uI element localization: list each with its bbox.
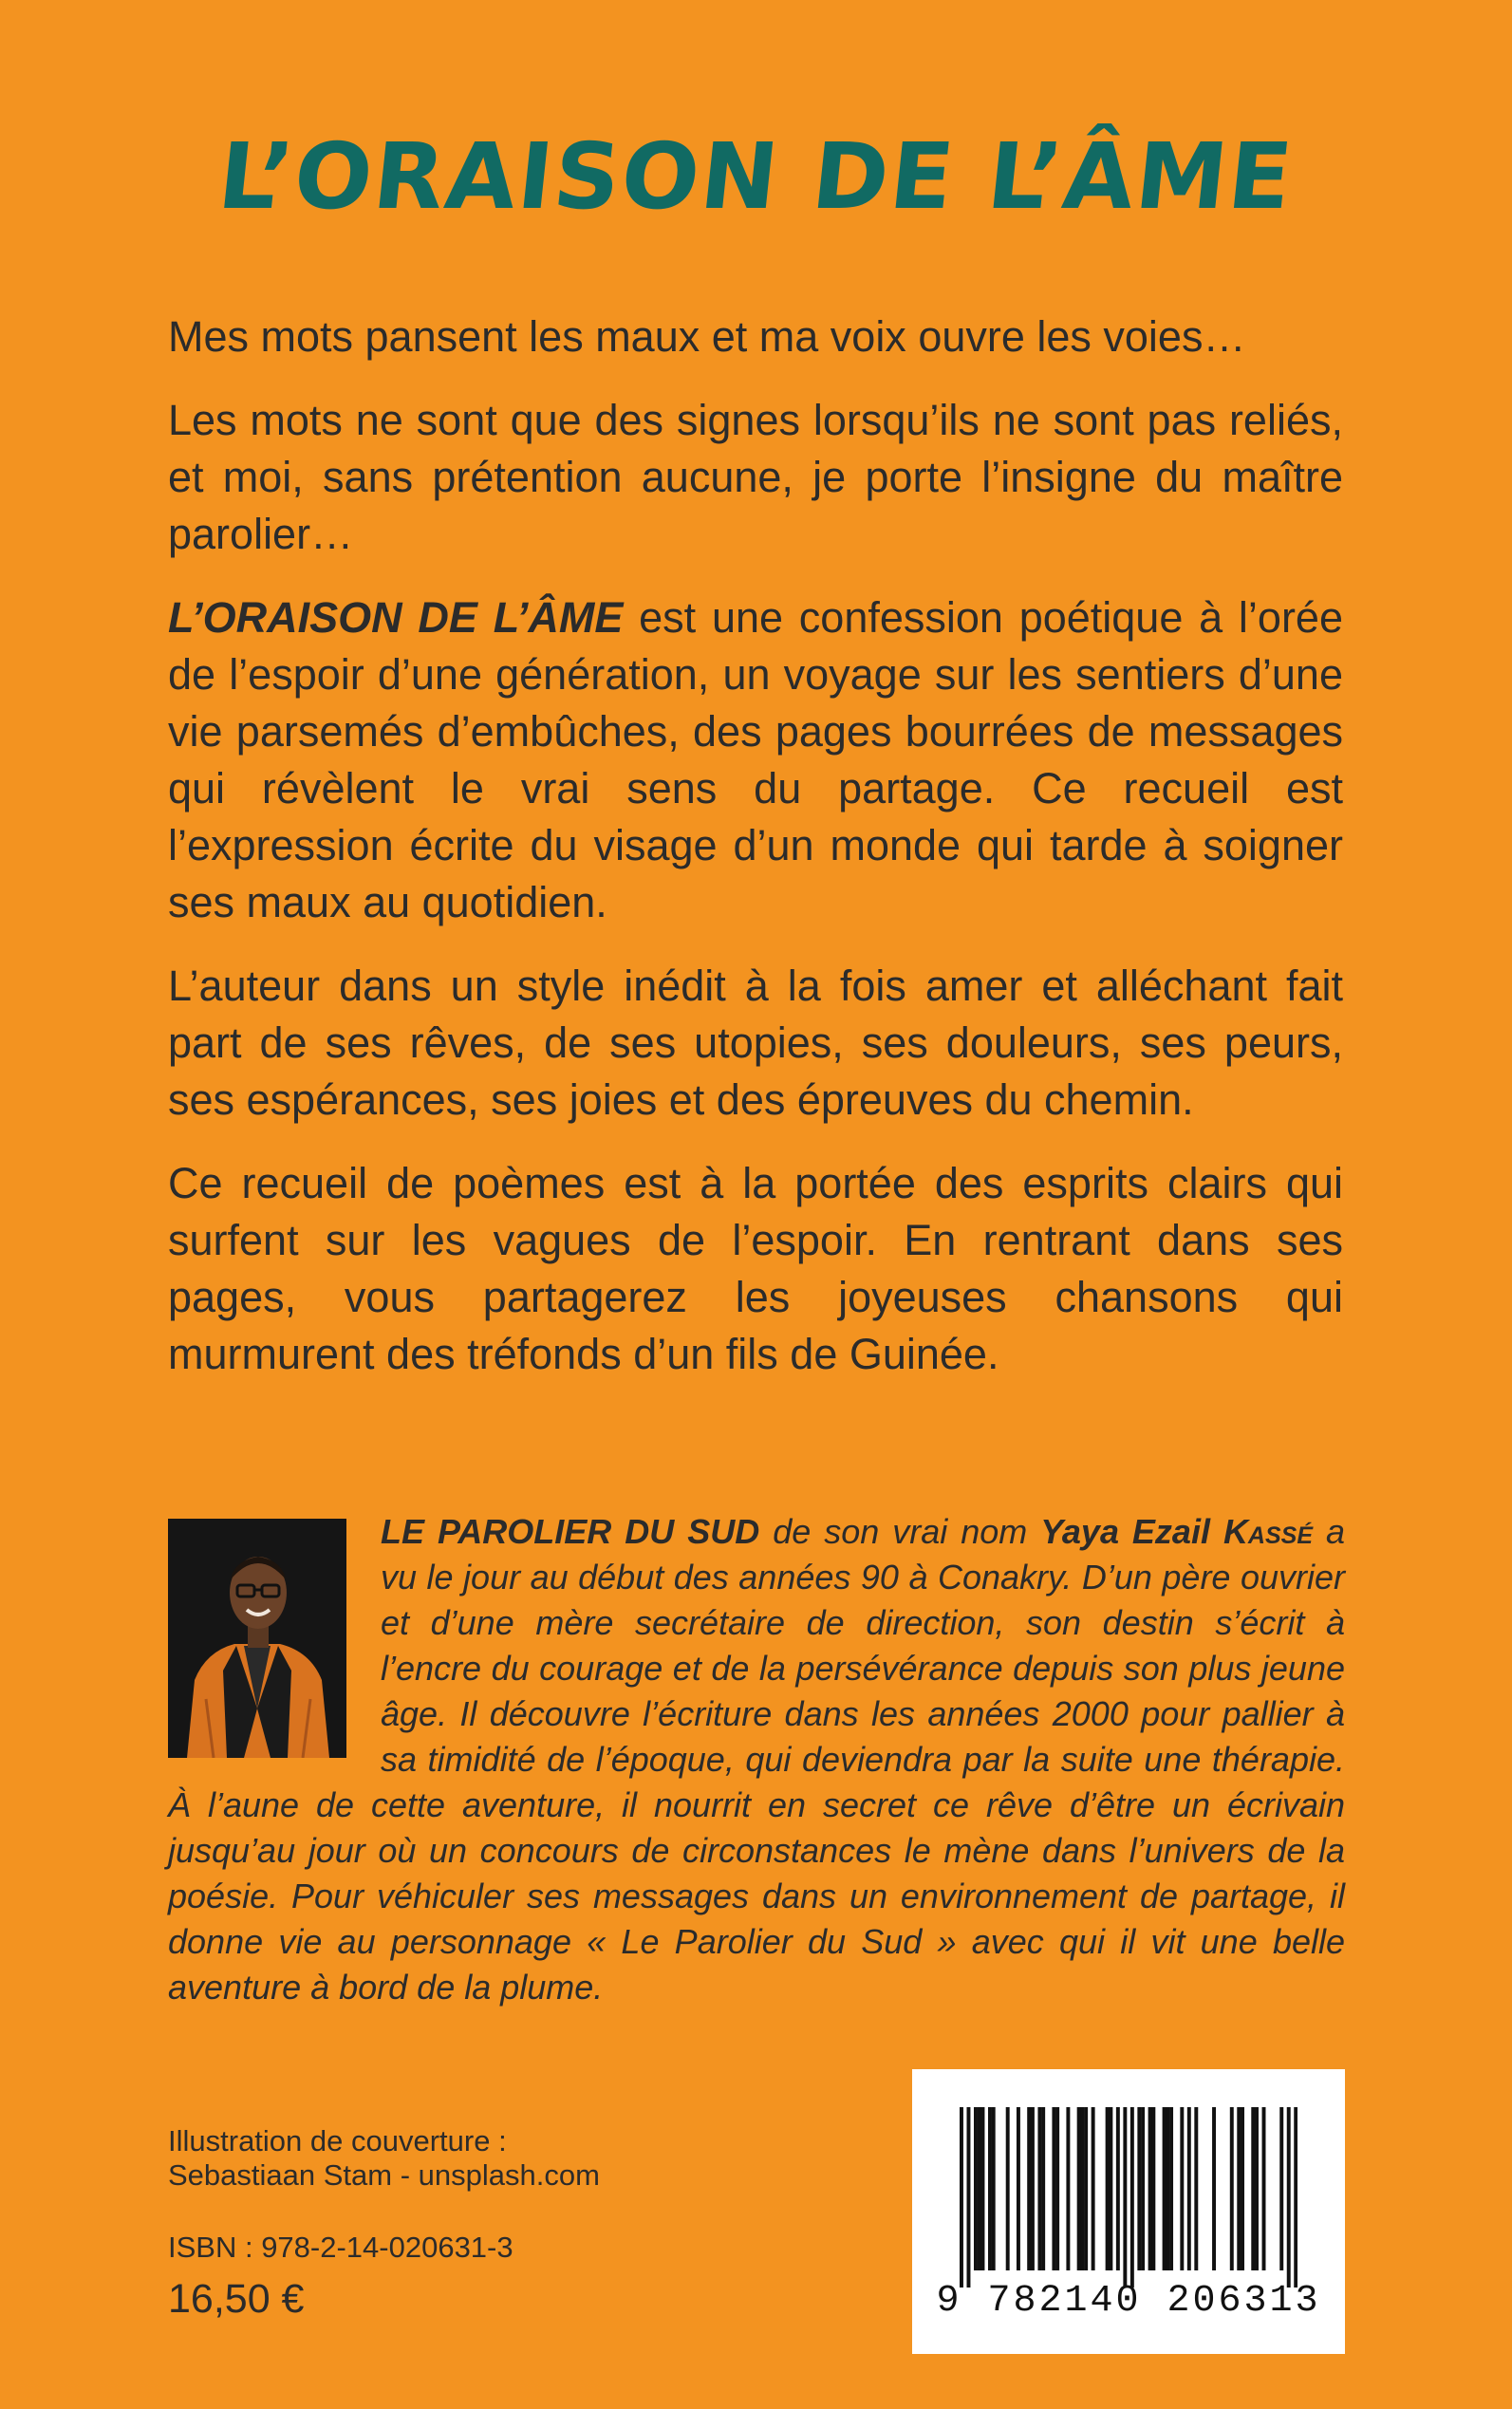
barcode-bar <box>1092 2107 1095 2270</box>
barcode-bar <box>966 2107 970 2288</box>
barcode-bar <box>1066 2107 1070 2270</box>
barcode-bar <box>960 2107 963 2288</box>
barcode-bar <box>1251 2107 1255 2270</box>
barcode-bar <box>1230 2107 1234 2270</box>
bio-text-2: a vu le jour au début des années 90 à Conakry. D’un père ouvrier et d’une mère secrétaire de direction, son destin s’écrit à l’encre du courage et de la persévérance depuis son plus jeune âge. Il découvre l’écriture dans les années 2000 pour pallier à sa timidité de l’époque, qui deviendra par la suite une thérapie. À l’aune de cette aventure, il nourrit en secret ce rêve d’être un écrivain jusqu’au jour où un concours de circonstances le mène dans l’univers de la poésie. Pour véhiculer ses messages dans un environnement de partage, il donne vie au personnage « Le Parolier du Sud » avec qui il vit une belle aventure à bord de la plume. <box>168 1512 1346 2007</box>
barcode-bar <box>1052 2107 1055 2270</box>
barcode-bar <box>1279 2107 1283 2270</box>
barcode-bar <box>992 2107 996 2270</box>
barcode-bar <box>1116 2107 1120 2270</box>
author-first-name: Yaya Ezail <box>1040 1512 1223 1551</box>
barcode-bar <box>1255 2107 1259 2270</box>
illustration-credits <box>168 2124 600 2193</box>
barcode-bar <box>974 2107 978 2270</box>
blurb-paragraph-2: Les mots ne sont que des signes lorsqu’ils ne sont pas reliés, et moi, sans prétention aucune, je porte l’insigne du maître parolier… <box>168 396 1343 558</box>
barcode-bar <box>1187 2107 1191 2270</box>
barcode-bar <box>1031 2107 1035 2270</box>
barcode-bar <box>1237 2107 1241 2270</box>
barcode-bar <box>1106 2107 1110 2270</box>
barcode-digits: 9 782140 206313 <box>936 2280 1321 2323</box>
barcode-bar <box>1148 2107 1152 2270</box>
price: 16,50 € <box>168 2276 305 2322</box>
barcode-bar <box>1163 2107 1167 2270</box>
barcode-bar <box>1137 2107 1141 2270</box>
author-photo <box>168 1519 346 1758</box>
barcode-bar <box>1130 2107 1134 2288</box>
barcode-bar <box>1037 2107 1041 2270</box>
bio-text-1: de son vrai nom <box>759 1512 1041 1551</box>
barcode-bar <box>1123 2107 1127 2288</box>
barcode-bar <box>978 2107 981 2270</box>
blurb-paragraph-3-text: est une confession poétique à l’orée de l’espoir d’une génération, un voyage sur les sentiers d’une vie parsemés d’embûches, des pages bourrées de messages qui révèlent le vrai sens du partage. Ce recueil est l’expression écrite du visage d’un monde qui tarde à soigner ses maux au quotidien. <box>168 593 1343 926</box>
blurb-paragraph-4: L’auteur dans un style inédit à la fois amer et alléchant fait part de ses rêves, de ses utopies, ses douleurs, ses peurs, ses espérances, ses joies et des épreuves du chemin. <box>168 962 1343 1124</box>
author-last-name: Kassé <box>1223 1512 1314 1551</box>
barcode-bar <box>1287 2107 1291 2288</box>
author-bio <box>168 1509 1345 2010</box>
barcode-bar <box>1151 2107 1155 2270</box>
book-title-inline: L’ORAISON DE L’ÂME <box>168 593 624 642</box>
barcode-bar <box>1194 2107 1198 2270</box>
barcode-bar <box>1080 2107 1084 2270</box>
barcode-bar <box>1109 2107 1112 2270</box>
credits-source: Sebastiaan Stam - unsplash.com <box>168 2158 600 2192</box>
barcode-bar <box>1027 2107 1031 2270</box>
barcode-bar <box>1041 2107 1045 2270</box>
barcode-bar <box>988 2107 992 2270</box>
barcode-bar <box>1166 2107 1169 2270</box>
pen-name: LE PAROLIER DU SUD <box>381 1512 760 1551</box>
barcode-bars <box>960 2107 1297 2288</box>
barcode-bar <box>1169 2107 1173 2270</box>
barcode-bar <box>1294 2107 1297 2288</box>
book-title: L’ORAISON DE L’ÂME <box>213 123 1299 230</box>
barcode-bar <box>1141 2107 1145 2270</box>
credits-label: Illustration de couverture : <box>168 2124 507 2157</box>
isbn: ISBN : 978-2-14-020631-3 <box>168 2231 513 2264</box>
barcode-bar <box>1212 2107 1216 2270</box>
barcode-bar <box>1006 2107 1010 2270</box>
barcode-bar <box>1241 2107 1244 2270</box>
barcode-bar <box>1077 2107 1081 2270</box>
blurb-paragraph-5: Ce recueil de poèmes est à la portée des esprits clairs qui surfent sur les vagues de l’espoir. En rentrant dans ses pages, vous partagerez les joyeuses chansons qui murmurent des tréfonds d’un fils de Guinée. <box>168 1159 1343 1378</box>
barcode-bar <box>1180 2107 1184 2270</box>
barcode-bar <box>1055 2107 1059 2270</box>
barcode-bar <box>1262 2107 1266 2270</box>
barcode <box>912 2069 1345 2354</box>
barcode-bar <box>1017 2107 1020 2270</box>
barcode-bar <box>980 2107 984 2270</box>
blurb-paragraph-3 <box>168 589 1343 931</box>
back-cover-blurb <box>168 308 1343 1410</box>
barcode-bar <box>1084 2107 1088 2270</box>
blurb-paragraph-1: Mes mots pansent les maux et ma voix ouvre les voies… <box>168 312 1246 361</box>
